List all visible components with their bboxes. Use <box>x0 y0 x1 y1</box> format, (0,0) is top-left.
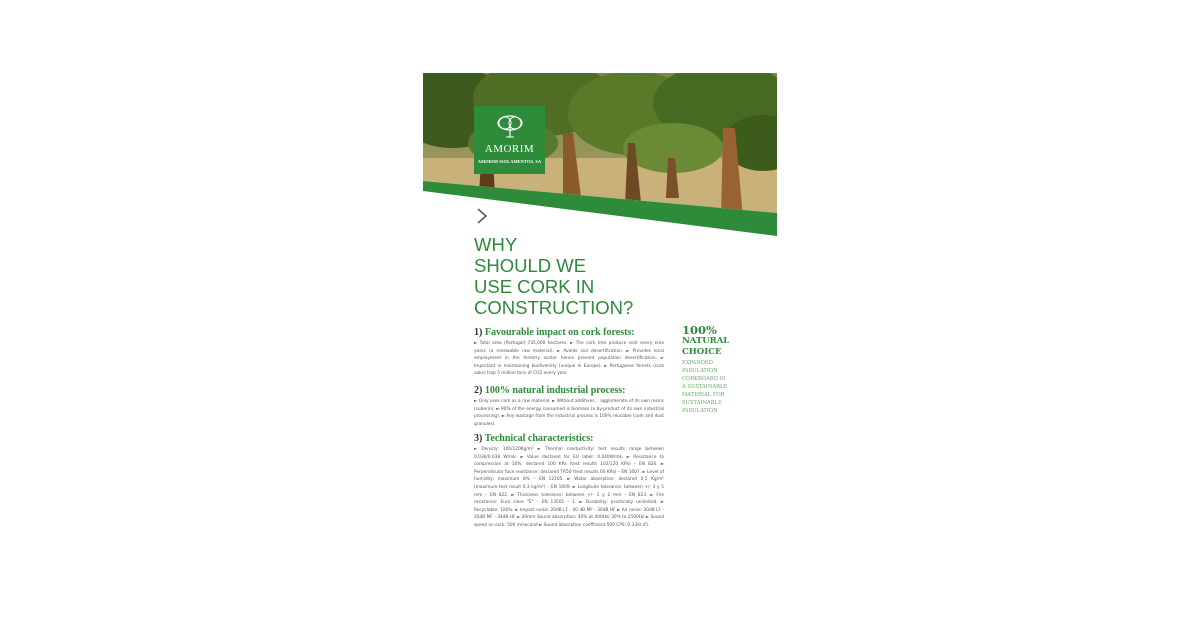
callout-text-line: CORKBOARD IS <box>682 376 726 382</box>
callout-percent: 100% <box>682 323 717 337</box>
callout-text-line: A SUSTAINABLE <box>682 384 728 390</box>
headline-line: SHOULD WE <box>474 255 587 276</box>
section-3-title <box>474 433 593 444</box>
headline-line: USE CORK IN <box>474 276 595 297</box>
headline-line: CONSTRUCTION? <box>474 297 634 318</box>
section-heading: 100% natural industrial process: <box>484 385 626 396</box>
section-1-title <box>474 327 635 338</box>
section-number: 2) <box>474 385 483 396</box>
section-number: 1) <box>474 327 483 338</box>
callout-text <box>682 359 762 415</box>
section-2-title <box>474 385 626 396</box>
callout-text-line: EXPANDED <box>682 360 713 366</box>
section-heading: Technical characteristics: <box>484 433 594 444</box>
cork-tree-logo-icon <box>495 114 525 138</box>
headline-line: WHY <box>474 234 518 255</box>
chevron-right-icon <box>476 207 488 225</box>
callout-text-line: INSULATION <box>682 368 718 374</box>
section-1-body: ► Total area (Portugal) 735,000 hectares. ► The cork tree produce cork every nine years (a renewable raw material). ► Avoids soil desertification. ► Provides local employment in the forestry sector hence prevent population desertification. ► Important in maintaining biodiversity (unique in Europe). ► Portuguese forests (cork oaks) trap 5 million tons of CO2 every year. <box>474 341 664 377</box>
callout-title-line: NATURAL <box>682 336 730 346</box>
natural-choice-callout <box>682 324 762 415</box>
section-number: 3) <box>474 433 483 444</box>
callout-text-line: INSULATION <box>682 408 718 414</box>
section-2-body: ► Only uses cork as a raw material. ► Without additives… agglomerate of its own resins (suberin). ► 90% of the energy consumed is biomass (a by-product of its own industrial processing). ► Any wastage from the industrial process is 100% reusable (cork and dust granules). <box>474 399 664 427</box>
amorim-logo <box>474 106 545 174</box>
callout-text-line: MATERIAL FOR <box>682 392 725 398</box>
section-heading: Favourable impact on cork forests: <box>484 327 635 338</box>
brand-name: AMORIM <box>484 143 535 155</box>
callout-text-line: SUSTAINABLE <box>682 400 722 406</box>
brand-subtitle: AMORIM ISOLAMENTOS, SA <box>477 159 542 164</box>
section-3-body: ► Density: 100/120Kg/m³ ► Thermal conductivity: test results range between 0.036/0.038 W/mk. ► Value declared for EU label: 0.040W/mk. ► Resistance to compression at 10%: declared 100 KPa (test results 102/120 KPa) – EN 826. ► Perpendicular face resistance: declared TR50 (test results 60 KPa) – EN 1607. ► Level of humidity: maximum 8% – EN 12105. ► Water absorption: declared 0.5 Kg/m² (maximum test result 0.3 kg/m²) – EN 1609. ► Longitude tolerance: between +/- 3 y 5 mm – EN 822. ► Thickness tolerance: between +/- 1 y 2 mm – EN 823. ► Fire resistance: Euro class "E" – EN 13501 – 1. ► Durability: practically unlimited. ► Recyclable: 100%. ► Impact noise: 20dB LF - 40 dB MF - 30dB HF ► Air noise: 30dB LF - 35dB MF - 34dB HF ► 30mm Sound absorption: 40% at 400Hz/ 30% to 2500Hz ► Sound speed on cork: 500 m/second ► Sound absorption coefficient 500 CPS: 0.33/0.45. <box>474 447 664 528</box>
brochure-page <box>423 73 777 553</box>
page-headline <box>474 234 664 318</box>
callout-title-line: CHOICE <box>682 347 722 357</box>
